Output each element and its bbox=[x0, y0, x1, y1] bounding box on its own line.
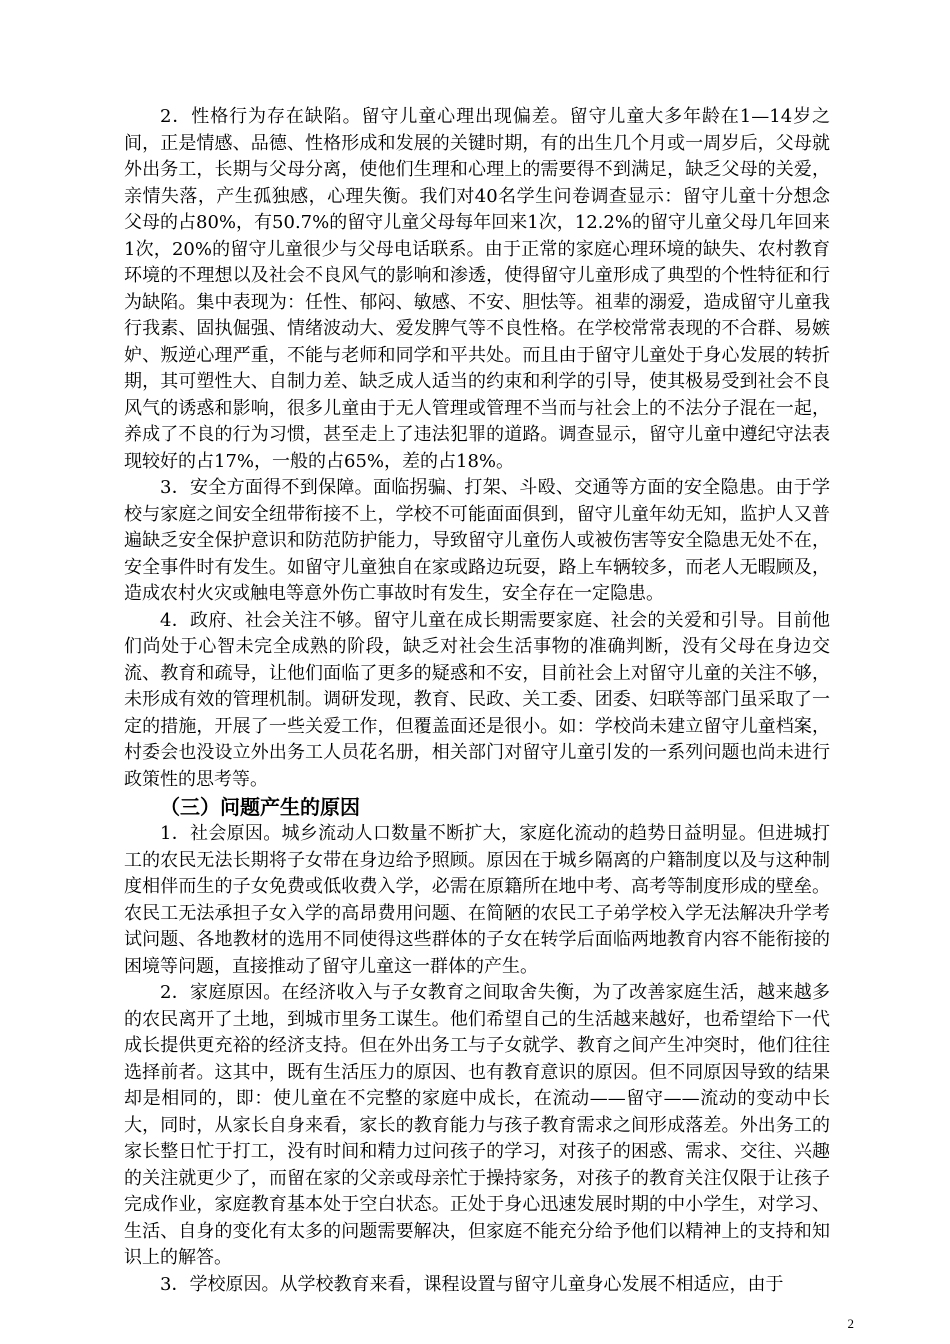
section-heading: （三）问题产生的原因 bbox=[160, 795, 360, 819]
document-body bbox=[124, 104, 830, 1298]
paragraph-social-causes: 1．社会原因。城乡流动人口数量不断扩大，家庭化流动的趋势日益明显。但进城打工的农民无法长期将子女带在身边给予照顾。原因在于城乡隔离的户籍制度以及与这种制度相伴而生的子女免费或低收费入学，必需在原籍所在地中考、高考等制度形成的壁垒。农民工无法承担子女入学的高昂费用问题、在简陋的农民工子弟学校入学无法解决升学考试问题、各地教材的选用不同使得这些群体的子女在转学后面临两地教育内容不能衔接的困境等问题，直接推动了留守儿童这一群体的产生。 bbox=[124, 823, 830, 977]
paragraph-personality-defects: 2．性格行为存在缺陷。留守儿童心理出现偏差。留守儿童大多年龄在1—14岁之间，正是情感、品德、性格形成和发展的关键时期，有的出生几个月或一周岁后，父母就外出务工，长期与父母分离，使他们生理和心理上的需要得不到满足，缺乏父母的关爱，亲情失落，产生孤独感，心理失衡。我们对40名学生问卷调查显示：留守儿童十分想念父母的占80%，有50.7%的留守儿童父母每年回来1次，12.2%的留守儿童父母几年回来1次，20%的留守儿童很少与父母电话联系。由于正常的家庭心理环境的缺失、农村教育环境的不理想以及社会不良风气的影响和渗透，使得留守儿童形成了典型的个性特征和行为缺陷。集中表现为：任性、郁闷、敏感、不安、胆怯等。祖辈的溺爱，造成留守儿童我行我素、固执倔强、情绪波动大、爱发脾气等不良性格。在学校常常表现的不合群、易嫉妒、叛逆心理严重，不能与老师和同学和平共处。而且由于留守儿童处于身心发展的转折期，其可塑性大、自制力差、缺乏成人适当的约束和利学的引导，使其极易受到社会不良风气的诱惑和影响，很多儿童由于无人管理或管理不当而与社会上的不法分子混在一起，养成了不良的行为习惯，甚至走上了违法犯罪的道路。调查显示，留守儿童中遵纪守法表现较好的占17%，一般的占65%，差的占18%。 bbox=[124, 106, 830, 472]
paragraph-school-causes: 3．学校原因。从学校教育来看，课程设置与留守儿童身心发展不相适应，由于 bbox=[160, 1273, 784, 1295]
page-number: 2 bbox=[847, 1316, 854, 1331]
paragraph-safety: 3．安全方面得不到保障。面临拐骗、打架、斗殴、交通等方面的安全隐患。由于学校与家庭之间安全纽带衔接不上，学校不可能面面俱到，留守儿童年幼无知，监护人又普遍缺乏安全保护意识和防范防护能力，导致留守儿童伤人或被伤害等安全隐患无处不在，安全事件时有发生。如留守儿童独自在家或路边玩耍，路上车辆较多，而老人无暇顾及，造成农村火灾或触电等意外伤亡事故时有发生，安全存在一定隐患。 bbox=[124, 477, 830, 604]
paragraph-family-causes: 2．家庭原因。在经济收入与子女教育之间取舍失衡，为了改善家庭生活，越来越多的农民离开了土地，到城市里务工谋生。他们希望自己的生活越来越好，也希望给下一代成长提供更充裕的经济支持。但在外出务工与子女就学、教育之间产生冲突时，他们往往选择前者。这其中，既有生活压力的原因、也有教育意识的原因。但不同原因导致的结果却是相同的，即：使儿童在不完整的家庭中成长，在流动——留守——流动的变动中长大，同时，从家长自身来看，家长的教育能力与孩子教育需求之间形成落差。外出务工的家长整日忙于打工，没有时间和精力过问孩子的学习，对孩子的困惑、需求、交往、兴趣的关注就更少了，而留在家的父亲或母亲忙于操持家务，对孩子的教育关注仅限于让孩子完成作业，家庭教育基本处于空白状态。正处于身心迅速发展时期的中小学生，对学习、生活、自身的变化有太多的问题需要解决，但家庭不能充分给予他们以精神上的支持和知识上的解答。 bbox=[124, 982, 830, 1268]
paragraph-government-attention: 4．政府、社会关注不够。留守儿童在成长期需要家庭、社会的关爱和引导。目前他们尚处于心智未完全成熟的阶段，缺乏对社会生活事物的准确判断，没有父母在身边交流、教育和疏导，让他们面临了更多的疑惑和不安，目前社会上对留守儿童的关注不够，未形成有效的管理机制。调研发现，教育、民政、关工委、团委、妇联等部门虽采取了一定的措施，开展了一些关爱工作，但覆盖面还是很小。如：学校尚未建立留守儿童档案，村委会也没设立外出务工人员花名册，相关部门对留守儿童引发的一系列问题也尚未进行政策性的思考等。 bbox=[124, 609, 830, 790]
